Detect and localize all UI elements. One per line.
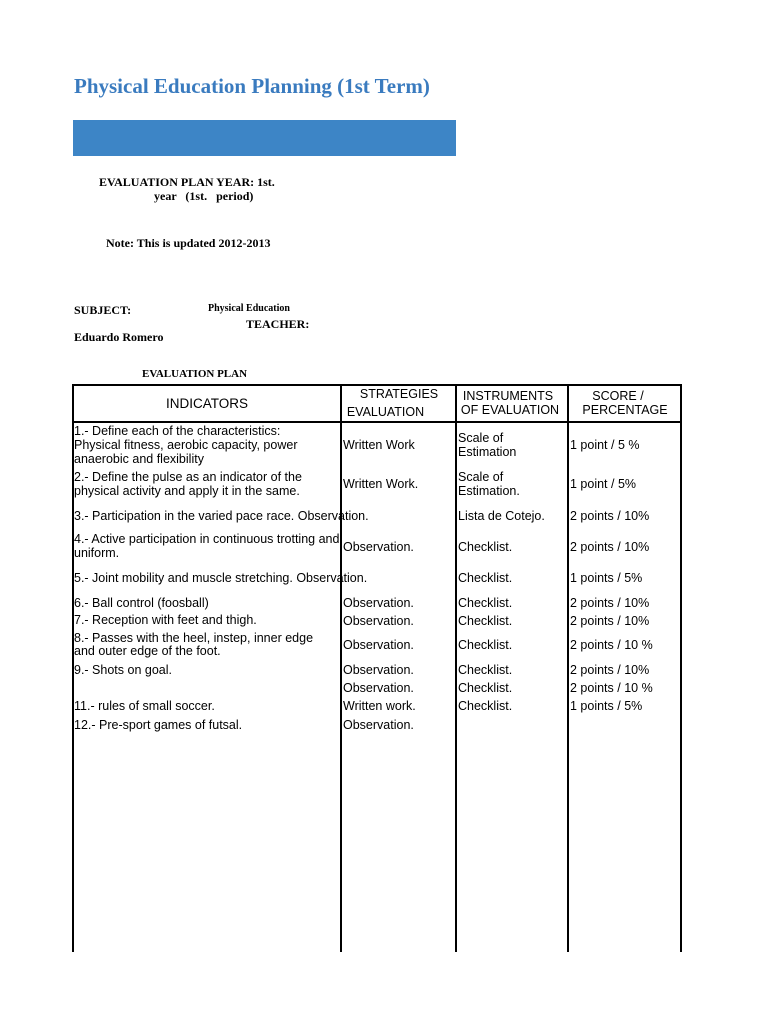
table-divider-score	[567, 384, 569, 952]
row-6-strategy: Observation.	[343, 596, 414, 610]
row-4-strategy: Observation.	[343, 540, 414, 554]
header-evaluation: EVALUATION	[346, 405, 425, 419]
header-instruments: INSTRUMENTS	[462, 389, 554, 403]
header-score: SCORE /	[592, 389, 644, 403]
row-9-instrument: Checklist.	[458, 663, 513, 677]
row-9-strategy: Observation.	[343, 663, 414, 677]
row-8-indicator-line-2: and outer edge of the foot.	[74, 644, 221, 658]
row-3-instrument: Lista de Cotejo.	[458, 509, 545, 523]
row-8-strategy: Observation.	[343, 638, 414, 652]
row-2-instrument-line-1: Scale of	[458, 470, 504, 484]
header-strategies: STRATEGIES	[359, 387, 439, 401]
row-7-strategy: Observation.	[343, 614, 414, 628]
row-1-indicator-line-2: Physical fitness, aerobic capacity, power	[74, 438, 298, 452]
row-11-instrument: Checklist.	[458, 699, 513, 713]
row-2-indicator-line-1: 2.- Define the pulse as an indicator of the	[74, 470, 302, 484]
row-3-score: 2 points / 10%	[570, 509, 650, 523]
row-3-indicator: 3.- Participation in the varied pace race. Observation.	[74, 509, 369, 523]
table-divider-strategies	[340, 384, 342, 952]
document-title: Physical Education Planning (1st Term)	[74, 74, 430, 98]
row-8-instrument: Checklist.	[458, 638, 513, 652]
row-1-indicator-line-3: anaerobic and flexibility	[74, 452, 204, 466]
row-7-instrument: Checklist.	[458, 614, 513, 628]
subject-value: Physical Education	[208, 303, 290, 314]
row-9-score: 2 points / 10%	[570, 663, 650, 677]
teacher-label: TEACHER:	[246, 317, 310, 331]
evaluation-year: EVALUATION PLAN YEAR: 1st.	[99, 175, 275, 189]
table-border-right	[680, 384, 682, 952]
row-2-instrument-line-2: Estimation.	[458, 484, 520, 498]
row-1-score: 1 point / 5 %	[570, 438, 640, 452]
update-note: Note: This is updated 2012-2013	[106, 236, 271, 250]
row-10-strategy: Observation.	[343, 681, 414, 695]
row-6-instrument: Checklist.	[458, 596, 513, 610]
row-5-score: 1 points / 5%	[570, 571, 643, 585]
row-2-indicator-line-2: physical activity and apply it in the same.	[74, 484, 300, 498]
row-4-indicator-line-1: 4.- Active participation in continuous trotting and	[74, 532, 340, 546]
row-7-score: 2 points / 10%	[570, 614, 650, 628]
row-1-instrument-line-1: Scale of	[458, 431, 504, 445]
header-indicators: INDICATORS	[165, 396, 248, 411]
row-11-indicator: 11.- rules of small soccer.	[74, 699, 215, 713]
teacher-value: Eduardo Romero	[74, 330, 164, 344]
row-10-score: 2 points / 10 %	[570, 681, 653, 695]
row-6-score: 2 points / 10%	[570, 596, 650, 610]
row-5-indicator: 5.- Joint mobility and muscle stretching. Observation.	[74, 571, 368, 585]
row-2-strategy: Written Work.	[343, 477, 419, 491]
row-4-instrument: Checklist.	[458, 540, 513, 554]
row-12-strategy: Observation.	[343, 718, 414, 732]
row-8-indicator-line-1: 8.- Passes with the heel, instep, inner edge	[74, 631, 314, 645]
row-6-indicator: 6.- Ball control (foosball)	[74, 596, 209, 610]
row-1-strategy: Written Work	[343, 438, 415, 452]
row-1-indicator-line-1: 1.- Define each of the characteristics:	[74, 424, 281, 438]
row-12-indicator: 12.- Pre-sport games of futsal.	[74, 718, 243, 732]
table-divider-instruments	[455, 384, 457, 952]
header-of-evaluation: OF EVALUATION	[460, 403, 560, 417]
evaluation-period: year (1st. period)	[154, 189, 254, 203]
row-8-score: 2 points / 10 %	[570, 638, 653, 652]
row-7-indicator: 7.- Reception with feet and thigh.	[74, 613, 257, 627]
title-banner	[73, 120, 456, 156]
row-2-score: 1 point / 5%	[570, 477, 637, 491]
row-4-score: 2 points / 10%	[570, 540, 650, 554]
header-percentage: PERCENTAGE	[582, 403, 668, 417]
row-4-indicator-line-2: uniform.	[74, 546, 120, 560]
evaluation-plan-title: EVALUATION PLAN	[142, 368, 248, 380]
row-10-instrument: Checklist.	[458, 681, 513, 695]
row-5-instrument: Checklist.	[458, 571, 513, 585]
table-border-top	[72, 384, 682, 386]
row-11-score: 1 points / 5%	[570, 699, 643, 713]
row-9-indicator: 9.- Shots on goal.	[74, 663, 172, 677]
row-1-instrument-line-2: Estimation	[458, 445, 517, 459]
row-11-strategy: Written work.	[343, 699, 416, 713]
table-header-divider	[72, 421, 682, 423]
subject-label: SUBJECT:	[74, 303, 132, 317]
